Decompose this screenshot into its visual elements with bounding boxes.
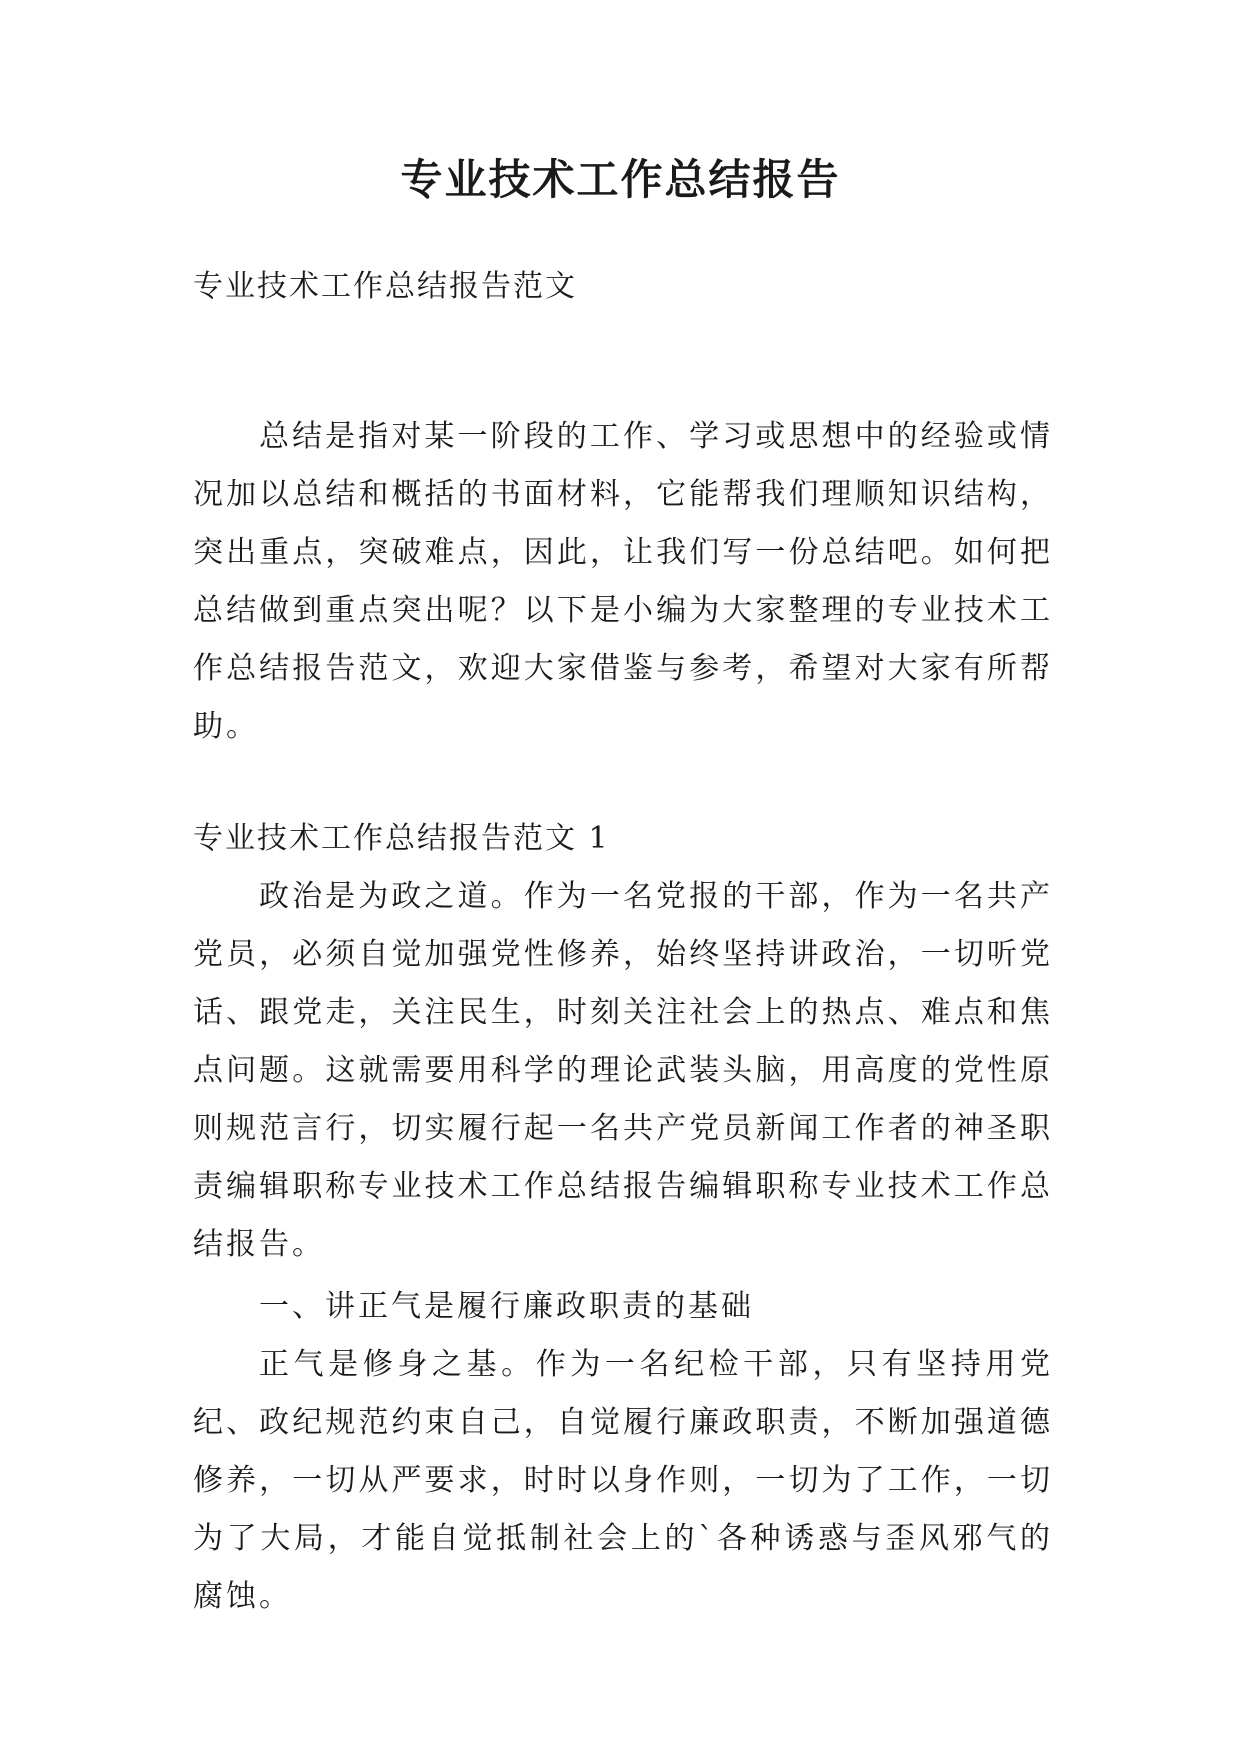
intro-paragraph: 总结是指对某一阶段的工作、学习或思想中的经验或情况加以总结和概括的书面材料，它能帮我们理顺知识结构，突出重点，突破难点，因此，让我们写一份总结吧。如何把总结做到重点突出呢？以下是小编为大家整理的专业技术工作总结报告范文，欢迎大家借鉴与参考，希望对大家有所帮助。 — [193, 419, 1053, 744]
section1-paragraph: 正气是修身之基。作为一名纪检干部，只有坚持用党纪、政纪规范约束自己，自觉履行廉政职责，不断加强道德修养，一切从严要求，时时以身作则，一切为了工作，一切为了大局，才能自觉抵制社会上的`各种诱惑与歪风邪气的腐蚀。 — [193, 1347, 1053, 1614]
section1-heading: 一、讲正气是履行廉政职责的基础 — [259, 1289, 754, 1324]
sample1-heading: 专业技术工作总结报告范文 1 — [193, 821, 610, 856]
intro-heading: 专业技术工作总结报告范文 — [193, 269, 577, 304]
sample1-paragraph: 政治是为政之道。作为一名党报的干部，作为一名共产党员，必须自觉加强党性修养，始终坚持讲政治，一切听党话、跟党走，关注民生，时刻关注社会上的热点、难点和焦点问题。这就需要用科学的理论武装头脑，用高度的党性原则规范言行，切实履行起一名共产党员新闻工作者的神圣职责编辑职称专业技术工作总结报告编辑职称专业技术工作总结报告。 — [193, 879, 1053, 1262]
document-title: 专业技术工作总结报告 — [400, 155, 841, 204]
